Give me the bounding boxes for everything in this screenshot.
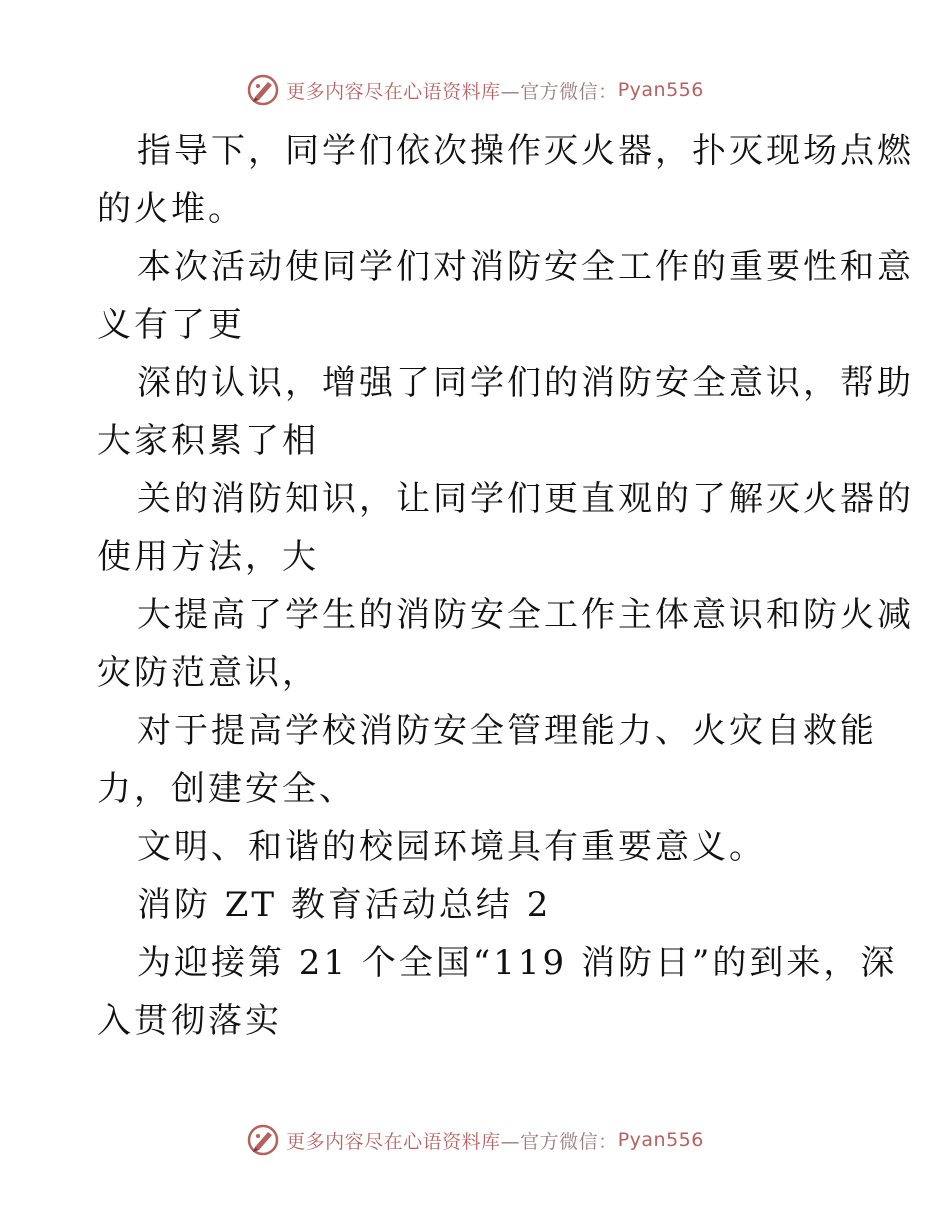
pen-logo-icon	[246, 73, 280, 107]
text-line: 关的消防知识，让同学们更直观的了解灭火器的	[137, 479, 914, 519]
text-line: 本次活动使同学们对消防安全工作的重要性和意	[137, 247, 914, 287]
text-line: 的火堆。	[97, 189, 245, 229]
text-line: 使用方法，大	[97, 537, 319, 577]
text-line: 义有了更	[97, 305, 245, 345]
text-line: 为迎接第 21 个全国“119 消防日”的到来，深	[137, 943, 898, 983]
text-line: 深的认识，增强了同学们的消防安全意识，帮助	[137, 363, 914, 403]
footer-wechat-id: Pyan556	[617, 1129, 704, 1151]
text-line: 入贯彻落实	[97, 1001, 282, 1041]
pen-logo-icon	[246, 1123, 280, 1157]
section-heading: 消防 ZT 教育活动总结 2	[137, 885, 552, 925]
page-footer	[0, 1122, 950, 1158]
footer-official: —官方微信：	[500, 1130, 618, 1153]
header-official: —官方微信：	[500, 80, 618, 103]
document-body	[97, 122, 914, 1050]
text-line: 大家积累了相	[97, 421, 319, 461]
text-line: 指导下，同学们依次操作灭火器，扑灭现场点燃	[137, 131, 914, 171]
text-line: 文明、和谐的校园环境具有重要意义。	[137, 827, 766, 867]
page-header	[0, 72, 950, 108]
text-line: 灾防范意识，	[97, 653, 319, 693]
text-line: 力，创建安全、	[97, 769, 356, 809]
header-wechat-id: Pyan556	[617, 79, 704, 101]
header-brand: 更多内容尽在心语资料库	[286, 80, 501, 103]
text-line: 对于提高学校消防安全管理能力、火灾自救能	[137, 711, 877, 751]
text-line: 大提高了学生的消防安全工作主体意识和防火减	[137, 595, 914, 635]
footer-brand: 更多内容尽在心语资料库	[286, 1130, 501, 1153]
